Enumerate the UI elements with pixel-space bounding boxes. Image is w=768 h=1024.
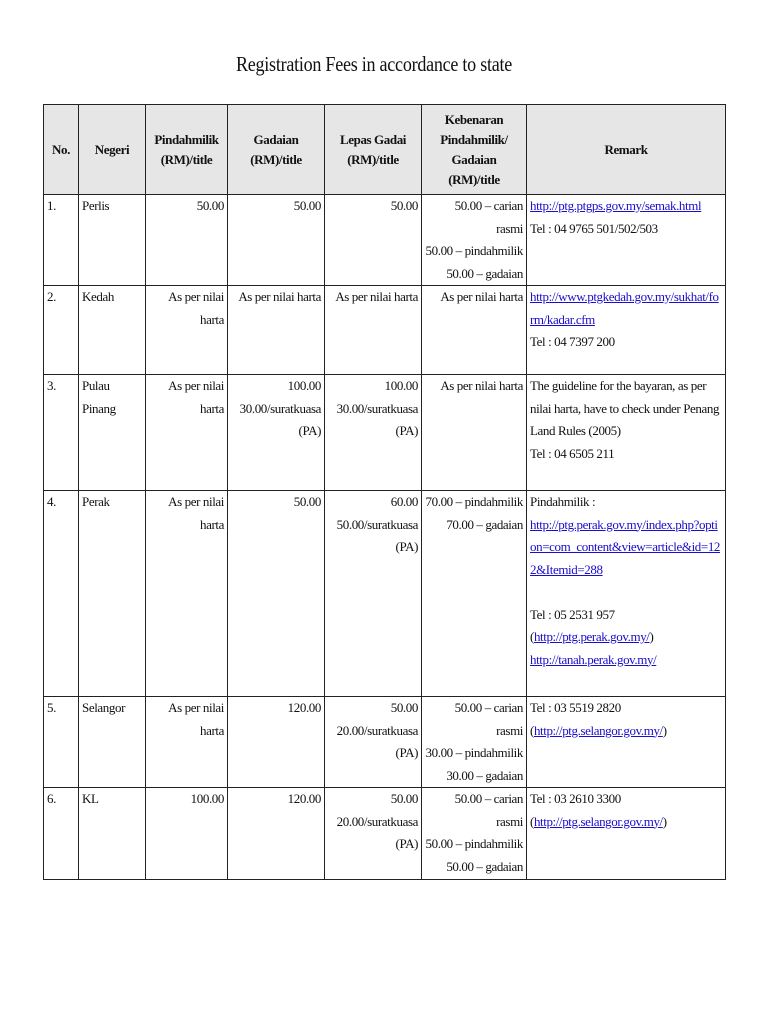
cell-negeri: Perlis [79,195,146,286]
cell-remark [527,788,726,880]
header-remark: Remark [527,105,726,195]
cell-negeri: Selangor [79,697,146,788]
table-row [44,286,726,375]
cell-kebenaran: 50.00 – carian rasmi 50.00 – pindahmilik 50.00 – gadaian [422,195,527,286]
cell-no: 5. [44,697,79,788]
remark-text: Tel : 03 2610 3300 ( [530,791,621,829]
cell-gadaian: As per nilai harta [228,286,325,375]
header-kebenaran: Kebenaran Pindahmilik/ Gadaian (RM)/title [422,105,527,195]
cell-negeri: Kedah [79,286,146,375]
cell-lepas-gadai: As per nilai harta [325,286,422,375]
cell-kebenaran: 50.00 – carian rasmi 50.00 – pindahmilik 50.00 – gadaian [422,788,527,880]
header-no: No. [44,105,79,195]
cell-no: 2. [44,286,79,375]
table-row [44,697,726,788]
registration-fees-table [43,104,726,880]
remark-text: ) [662,722,667,738]
cell-pindahmilik: 50.00 [146,195,228,286]
cell-gadaian: 120.00 [228,788,325,880]
cell-remark [527,375,726,491]
remark-link[interactable]: http://ptg.ptgps.gov.my/semak.html [530,198,702,213]
cell-no: 1. [44,195,79,286]
remark-text: Pindahmilik : [530,494,596,509]
cell-remark [527,286,726,375]
cell-remark [527,697,726,788]
cell-kebenaran: As per nilai harta [422,286,527,375]
cell-remark [527,195,726,286]
remark-link[interactable]: http://ptg.selangor.gov.my/ [533,813,663,829]
cell-no: 6. [44,788,79,880]
cell-pindahmilik: As per nilai harta [146,491,228,697]
cell-negeri: KL [79,788,146,880]
table-header-row [44,105,726,195]
document-title: Registration Fees in accordance to state [235,52,513,76]
remark-text: Tel : 04 9765 501/502/503 [530,220,658,236]
table-row [44,788,726,880]
table-row [44,375,726,491]
header-gadaian: Gadaian (RM)/title [228,105,325,195]
cell-no: 4. [44,491,79,697]
remark-text: The guideline for the bayaran, as per nilai harta, have to check under Penang Land Rules (2005) Tel : 04 6505 211 [530,378,720,461]
remark-link[interactable]: http://ptg.selangor.gov.my/ [533,722,663,738]
cell-kebenaran: 70.00 – pindahmilik 70.00 – gadaian [422,491,527,697]
header-lepas-gadai: Lepas Gadai (RM)/title [325,105,422,195]
table-row [44,195,726,286]
cell-lepas-gadai: 60.00 50.00/suratkuasa (PA) [325,491,422,697]
cell-gadaian: 50.00 [228,491,325,697]
remark-link[interactable]: http://tanah.perak.gov.my/ [530,651,657,667]
cell-kebenaran: As per nilai harta [422,375,527,491]
cell-pindahmilik: As per nilai harta [146,375,228,491]
remark-text: ) [649,629,654,644]
cell-remark [527,491,726,697]
cell-lepas-gadai: 50.00 20.00/suratkuasa (PA) [325,788,422,880]
cell-lepas-gadai: 50.00 [325,195,422,286]
cell-gadaian: 50.00 [228,195,325,286]
remark-link[interactable]: http://ptg.perak.gov.my/index.php?option=com_content&view=article&id=122&Itemid=288 [530,516,721,577]
remark-text: Tel : 04 7397 200 [530,334,615,349]
cell-negeri: Pulau Pinang [79,375,146,491]
cell-pindahmilik: As per nilai harta [146,286,228,375]
remark-text: ) [662,813,667,829]
cell-no: 3. [44,375,79,491]
cell-negeri: Perak [79,491,146,697]
cell-pindahmilik: As per nilai harta [146,697,228,788]
remark-text: Tel : 05 2531 957 ( [530,606,615,644]
cell-gadaian: 120.00 [228,697,325,788]
header-negeri: Negeri [79,105,146,195]
remark-link[interactable]: http://www.ptgkedah.gov.my/sukhat/form/kadar.cfm [530,289,719,327]
table-row [44,491,726,697]
remark-text: Tel : 03 5519 2820 ( [530,700,621,738]
cell-gadaian: 100.00 30.00/suratkuasa (PA) [228,375,325,491]
cell-lepas-gadai: 50.00 20.00/suratkuasa (PA) [325,697,422,788]
cell-lepas-gadai: 100.00 30.00/suratkuasa (PA) [325,375,422,491]
cell-kebenaran: 50.00 – carian rasmi 30.00 – pindahmilik 30.00 – gadaian [422,697,527,788]
remark-link[interactable]: http://ptg.perak.gov.my/ [533,629,650,644]
cell-pindahmilik: 100.00 [146,788,228,880]
header-pindahmilik: Pindahmilik (RM)/title [146,105,228,195]
